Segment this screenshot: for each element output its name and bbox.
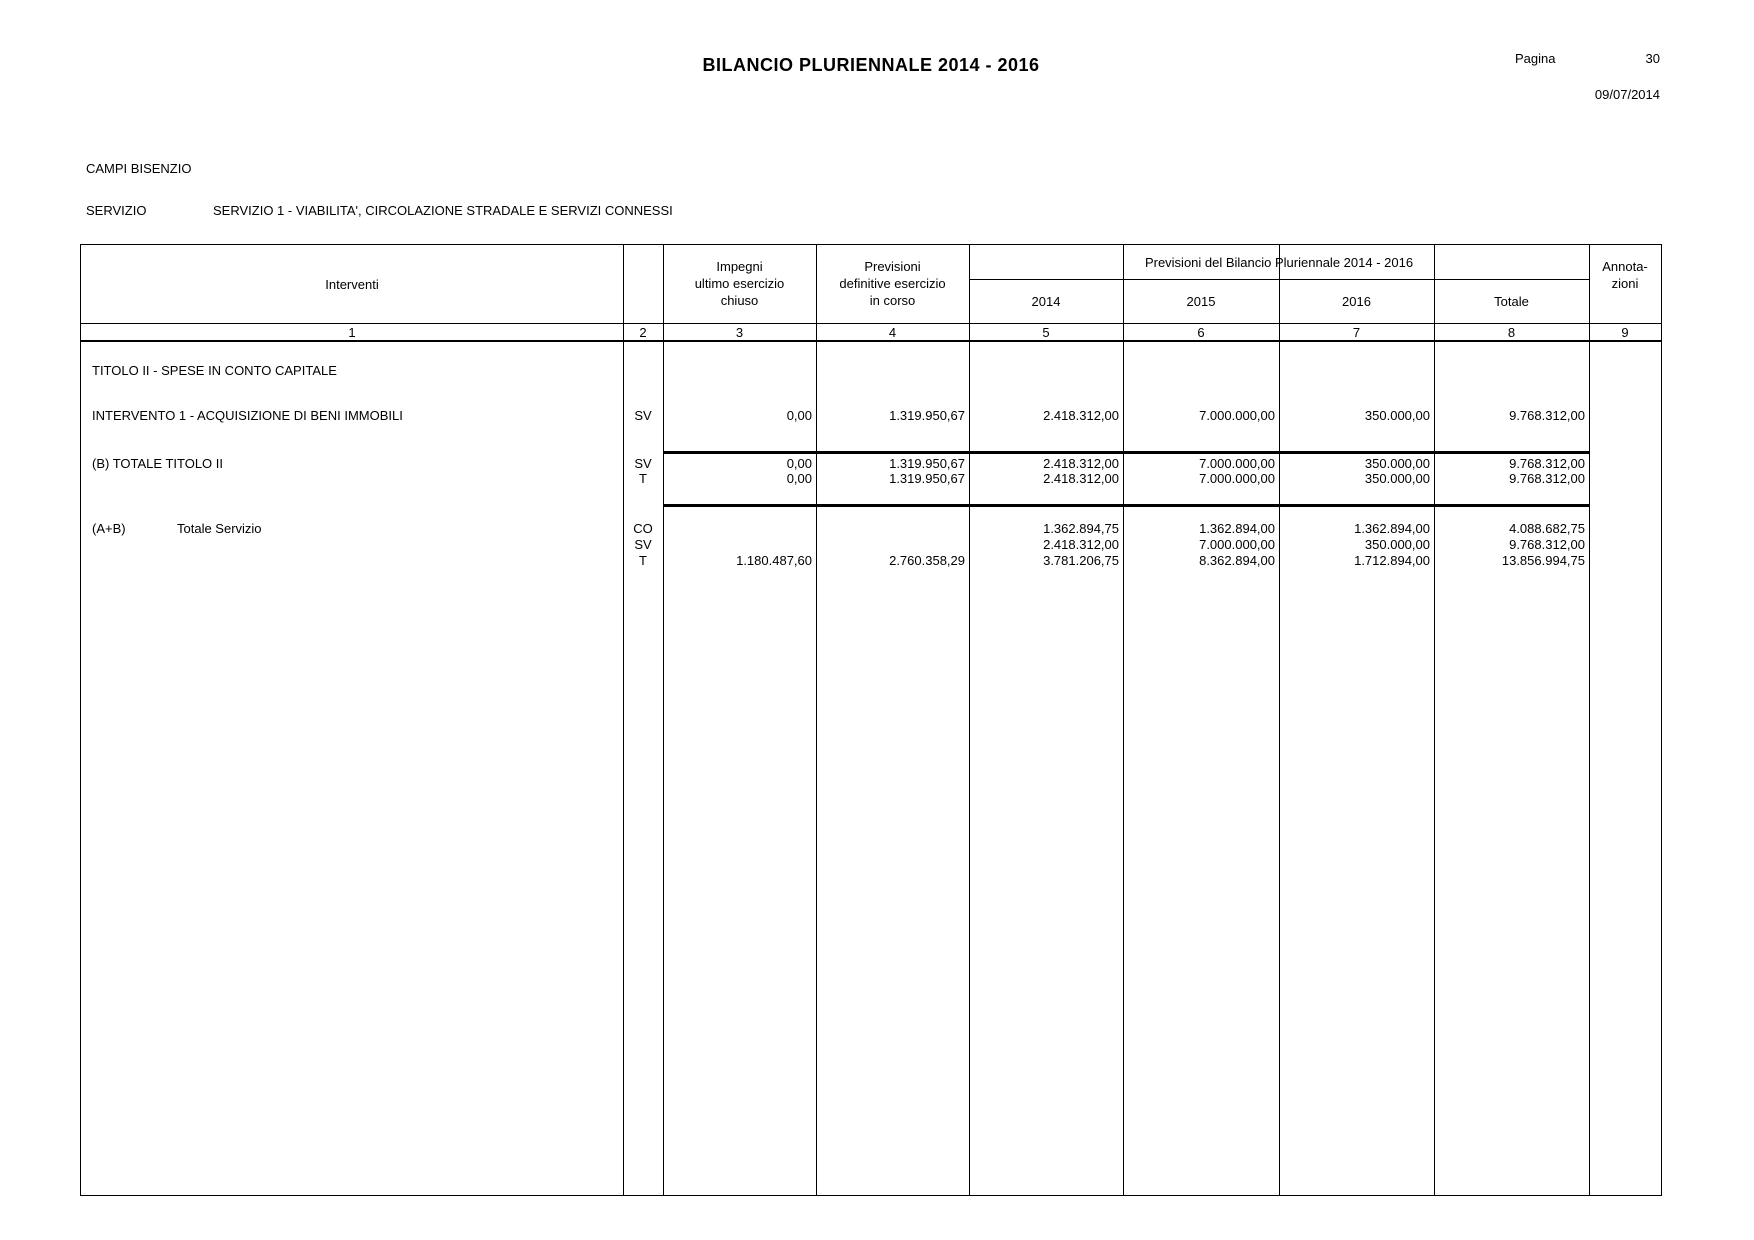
header-annotazioni: Annota- zioni (1602, 259, 1648, 291)
column-divider (1123, 245, 1124, 1195)
totale-servizio-previsioni-definitive: 2.760.358,29 (889, 553, 965, 568)
intervento-2015: 7.000.000,00 (1199, 408, 1275, 423)
column-divider (1279, 245, 1280, 1195)
header-year-2015: 2015 (1186, 293, 1216, 309)
column-divider (816, 245, 817, 1195)
column-divider (663, 245, 664, 1195)
column-divider (1434, 245, 1435, 1195)
column-divider (623, 245, 624, 1195)
column-number-1: 1 (348, 325, 356, 340)
totals-box-bottom-border (663, 504, 1589, 507)
column-number-2: 2 (639, 325, 647, 340)
totale-servizio-codes: CO SV T (633, 521, 653, 568)
totale-titolo-codes: SV T (634, 456, 652, 486)
totale-titolo-2016: 350.000,00 350.000,00 (1364, 456, 1430, 486)
totale-titolo-totale: 9.768.312,00 9.768.312,00 (1509, 456, 1585, 486)
column-number-5: 5 (1042, 325, 1050, 340)
intervento-row-label: INTERVENTO 1 - ACQUISIZIONE DI BENI IMMOBILI (92, 408, 403, 423)
column-number-3: 3 (735, 325, 744, 340)
totale-titolo-label: (B) TOTALE TITOLO II (92, 456, 223, 471)
totale-titolo-2014: 2.418.312,00 2.418.312,00 (1043, 456, 1119, 486)
column-number-9: 9 (1621, 325, 1629, 340)
servizio-value: SERVIZIO 1 - VIABILITA', CIRCOLAZIONE STRADALE E SERVIZI CONNESSI (213, 203, 673, 218)
header-previsioni-definitive: Previsioni definitive esercizio in corso (839, 259, 946, 308)
totale-titolo-impegni: 0,00 0,00 (786, 456, 812, 486)
totale-servizio-totale: 4.088.682,75 9.768.312,00 13.856.994,75 (1501, 521, 1585, 568)
header-year-2016: 2016 (1342, 293, 1371, 309)
header-impegni: Impegni ultimo esercizio chiuso (694, 259, 785, 308)
page-title: BILANCIO PLURIENNALE 2014 - 2016 (702, 55, 1040, 75)
column-number-4: 4 (888, 325, 897, 340)
column-divider (1589, 245, 1590, 1195)
column-divider (969, 245, 970, 1195)
totale-servizio-impegni: 1.180.487,60 (736, 553, 812, 568)
totale-titolo-2015: 7.000.000,00 7.000.000,00 (1199, 456, 1275, 486)
totale-servizio-2015: 1.362.894,00 7.000.000,00 8.362.894,00 (1199, 521, 1275, 568)
totals-box-top-border (663, 451, 1589, 454)
titolo-row-label: TITOLO II - SPESE IN CONTO CAPITALE (92, 363, 337, 378)
ente-name: CAMPI BISENZIO (86, 161, 192, 176)
header-year-2014: 2014 (1031, 293, 1061, 309)
column-number-7: 7 (1352, 325, 1361, 340)
intervento-2014: 2.418.312,00 (1043, 408, 1119, 423)
column-number-8: 8 (1507, 325, 1516, 340)
header-previsioni-bilancio: Previsioni del Bilancio Pluriennale 2014 - 2016 (1144, 254, 1414, 270)
intervento-row-code: SV (634, 408, 652, 423)
intervento-2016: 350.000,00 (1364, 408, 1430, 423)
intervento-previsioni-definitive: 1.319.950,67 (889, 408, 965, 423)
pagina-number: 30 (1645, 51, 1660, 66)
totale-servizio-2014: 1.362.894,75 2.418.312,00 3.781.206,75 (1043, 521, 1119, 568)
header-interventi: Interventi (325, 276, 379, 292)
intervento-totale: 9.768.312,00 (1509, 408, 1585, 423)
totale-servizio-label: (A+B) Totale Servizio (92, 521, 262, 536)
print-date: 09/07/2014 (1594, 87, 1660, 102)
servizio-label: SERVIZIO (86, 203, 147, 218)
column-number-6: 6 (1197, 325, 1205, 340)
totale-servizio-2016: 1.362.894,00 350.000,00 1.712.894,00 (1354, 521, 1430, 568)
totale-titolo-previsioni-definitive: 1.319.950,67 1.319.950,67 (889, 456, 965, 486)
header-totale: Totale (1494, 293, 1529, 309)
pagina-label: Pagina (1515, 51, 1556, 66)
budget-table (80, 244, 1662, 1196)
intervento-impegni: 0,00 (786, 408, 812, 423)
